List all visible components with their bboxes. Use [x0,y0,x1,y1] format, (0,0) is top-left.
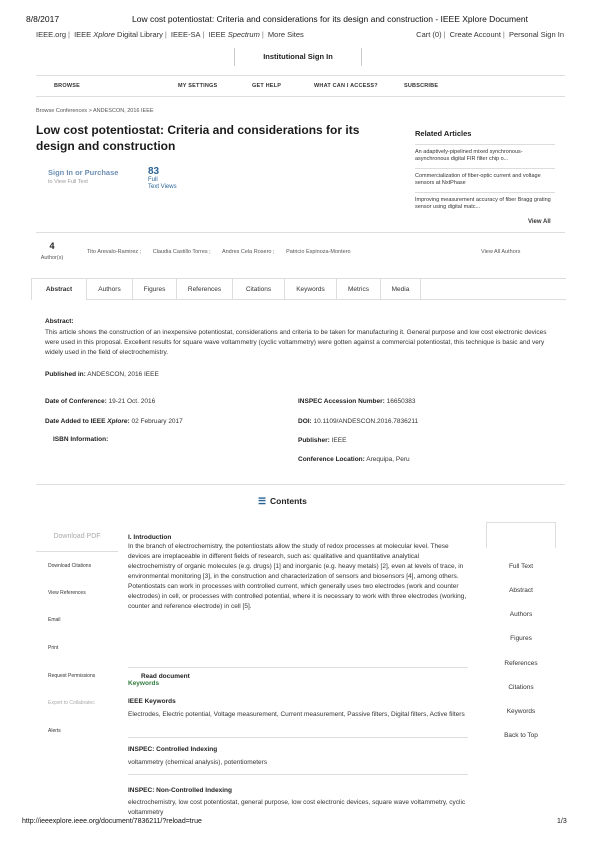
related-article-item[interactable]: Improving measurement accuracy of fiber Bragg grating sensor using digital matc... [415,192,555,211]
view-all-authors-link[interactable]: View All Authors [481,249,521,255]
print-link[interactable]: Print [48,645,59,651]
nav-get-help[interactable]: GET HELP [252,83,282,89]
document-actions-menu [36,522,118,802]
abstract-text: This article shows the construction of an inexpensive potentiostat, considerations and criteria to be taken for manufacturing it. General purpose and low cost electronic devices were used in this proposal. Excellent results for square wave voltammetry (cyclic voltammetry) were gotten against a commercial potentiostat, this technique is basic and very widely used in the field of electrochemistry. [45,329,547,356]
tab-authors[interactable]: Authors [87,279,133,300]
export-collabratec-link[interactable]: Export to Collabratec [48,700,95,706]
published-in-link[interactable]: ANDESCON, 2016 IEEE [85,371,159,378]
nav-what-can-i-access[interactable]: WHAT CAN I ACCESS? [314,83,378,89]
tab-references[interactable]: References [177,279,233,300]
published-in: Published in: ANDESCON, 2016 IEEE [45,371,159,378]
create-account-link[interactable]: Create Account [449,30,501,39]
abstract-heading: Abstract: [45,318,74,325]
section-nav-keywords[interactable]: Keywords [506,708,536,715]
tab-metrics[interactable]: Metrics [337,279,381,300]
read-document-link[interactable]: Read document [141,673,190,680]
section-nav-authors[interactable]: Authors [509,611,533,618]
related-article-item[interactable]: An adaptively-pipelined mixed synchronous-asynchronous digital FIR filter chip o... [415,144,555,163]
section-nav-references[interactable]: References [504,660,538,667]
tab-keywords[interactable]: Keywords [285,279,337,300]
tab-citations[interactable]: Citations [233,279,285,300]
tab-abstract[interactable]: Abstract [31,279,87,300]
inspec-noncontrolled-heading: INSPEC: Non-Controlled Indexing [128,787,232,794]
xplore-link[interactable]: IEEE Xplore Digital Library [74,30,163,39]
nav-browse[interactable]: BROWSE [54,83,80,89]
section-nav-figures[interactable]: Figures [510,635,532,642]
inspec-controlled-list[interactable]: voltammetry (chemical analysis), potentiometers [128,759,268,766]
author-count: 4 Author(s) [40,241,64,261]
personal-sign-in-link[interactable]: Personal Sign In [508,30,564,39]
tab-figures[interactable]: Figures [133,279,177,300]
print-page-title: Low cost potentiostat: Criteria and considerations for its design and construction - IEEE Xplore Document [132,14,528,24]
author-name[interactable]: Tito Arevalo-Ramirez ; [87,249,142,255]
email-link[interactable]: Email [48,617,61,623]
nav-subscribe[interactable]: SUBSCRIBE [404,83,439,89]
main-nav [36,75,565,97]
related-articles-heading: Related Articles [415,129,472,138]
download-pdf-button[interactable]: Download PDF [36,522,118,552]
print-url: http://ieeexplore.ieee.org/document/7836211/?reload=true [22,818,202,825]
doi: DOI: 10.1109/ANDESCON.2016.7836211 [298,418,419,425]
section-nav-abstract[interactable]: Abstract [509,587,533,594]
ieee-keywords-list[interactable]: Electrodes, Electric potential, Voltage measurement, Current measurement, Passive filters, Digital filters, Active filters [128,711,465,718]
divider [36,232,565,233]
nav-my-settings[interactable]: MY SETTINGS [178,83,218,89]
print-date: 8/8/2017 [26,14,60,24]
isbn-information[interactable]: ISBN Information: [53,436,109,443]
divider [128,667,468,668]
divider [36,484,565,485]
cart-link[interactable]: Cart (0) [416,30,442,39]
section-nav-citations[interactable]: Citations [508,684,534,691]
top-nav: IEEE.org | IEEE Xplore Digital Library | IEEE-SA | IEEE Spectrum | More Sites [36,30,304,39]
article-title: Low cost potentiostat: Criteria and considerations for its design and construction [36,123,360,153]
inspec-controlled-heading: INSPEC: Controlled Indexing [128,746,218,753]
institutional-sign-in-button[interactable]: Institutional Sign In [234,48,362,66]
tab-media[interactable]: Media [381,279,421,300]
article-tabs [31,278,566,300]
section-nav-back-to-top[interactable]: Back to Top [504,732,538,739]
author-name[interactable]: Andres Cela Rosero ; [221,249,275,255]
section-title: I. Introduction [128,534,172,541]
full-text-views-label: Full Text Views [148,177,177,190]
ieee-keywords-heading: IEEE Keywords [128,698,176,705]
print-page-number: 1/3 [557,818,567,825]
section-nav-full-text[interactable]: Full Text [508,563,534,570]
request-permissions-link[interactable]: Request Permissions [48,673,96,679]
full-text-views-count: 83 [148,166,160,177]
inspec-accession: INSPEC Accession Number: 16650383 [298,398,416,405]
inspec-noncontrolled-list[interactable]: electrochemistry, low cost potentiostat, general purpose, low cost electronic devices, square wave voltammetry, cyclic voltammetry [128,799,466,816]
view-all-related-link[interactable]: View All [528,219,551,225]
section-nav-box [486,522,556,548]
account-nav: Cart (0) | Create Account | Personal Sign In [416,30,564,39]
author-name[interactable]: Patricio Espinoza-Montero [286,249,351,255]
divider [128,774,468,775]
view-references-link[interactable]: View References [48,590,86,596]
introduction-text: In the branch of electrochemistry, the potentiostats allow the study of redox processes at molecular level. These devices are irreplaceable in different fields of research, such as: qualitative and quantitative analytical electrochemistry of organic molecules (e.g. drugs) [1] and inorganic (e.g. heavy metals) [2], even at levels of trace, in environmental monitoring [3], in the construction and characterization of sensors and biosensors [4], among others. Potentiostats can work in processes with controlled current, which generally uses two electrodes (work and counter electrodes) in cell, or processes with controlled potential, where it is necessary to work with three electrodes (working, counter and reference electrode) in cell [5]. [128,543,467,610]
date-added: Date Added to IEEE Xplore: 02 February 2017 [45,418,183,425]
contents-heading[interactable]: Contents [270,496,307,506]
keywords-heading: Keywords [128,680,160,687]
sign-in-purchase-link[interactable]: Sign In or Purchase [48,168,119,177]
list-icon: ☰ [258,496,267,506]
view-full-text-label: to View Full Text [48,179,88,185]
alerts-link[interactable]: Alerts [48,728,61,734]
more-sites-link[interactable]: More Sites [267,30,304,39]
ieee-org-link[interactable]: IEEE.org [36,30,67,39]
divider [128,737,468,738]
date-of-conference: Date of Conference: 19-21 Oct. 2016 [45,398,156,405]
author-name[interactable]: Claudia Castillo Torres ; [152,249,211,255]
related-article-item[interactable]: Commercialization of fiber-optic current and voltage sensors at NxtPhase [415,168,555,187]
ieee-sa-link[interactable]: IEEE-SA [170,30,201,39]
download-citations-link[interactable]: Download Citations [48,563,92,569]
publisher: Publisher: IEEE [298,437,347,444]
author-list [87,249,361,255]
conference-location: Conference Location: Arequipa, Peru [298,456,410,463]
spectrum-link[interactable]: IEEE Spectrum [208,30,260,39]
breadcrumb[interactable]: Browse Conferences > ANDESCON, 2016 IEEE [36,108,154,114]
